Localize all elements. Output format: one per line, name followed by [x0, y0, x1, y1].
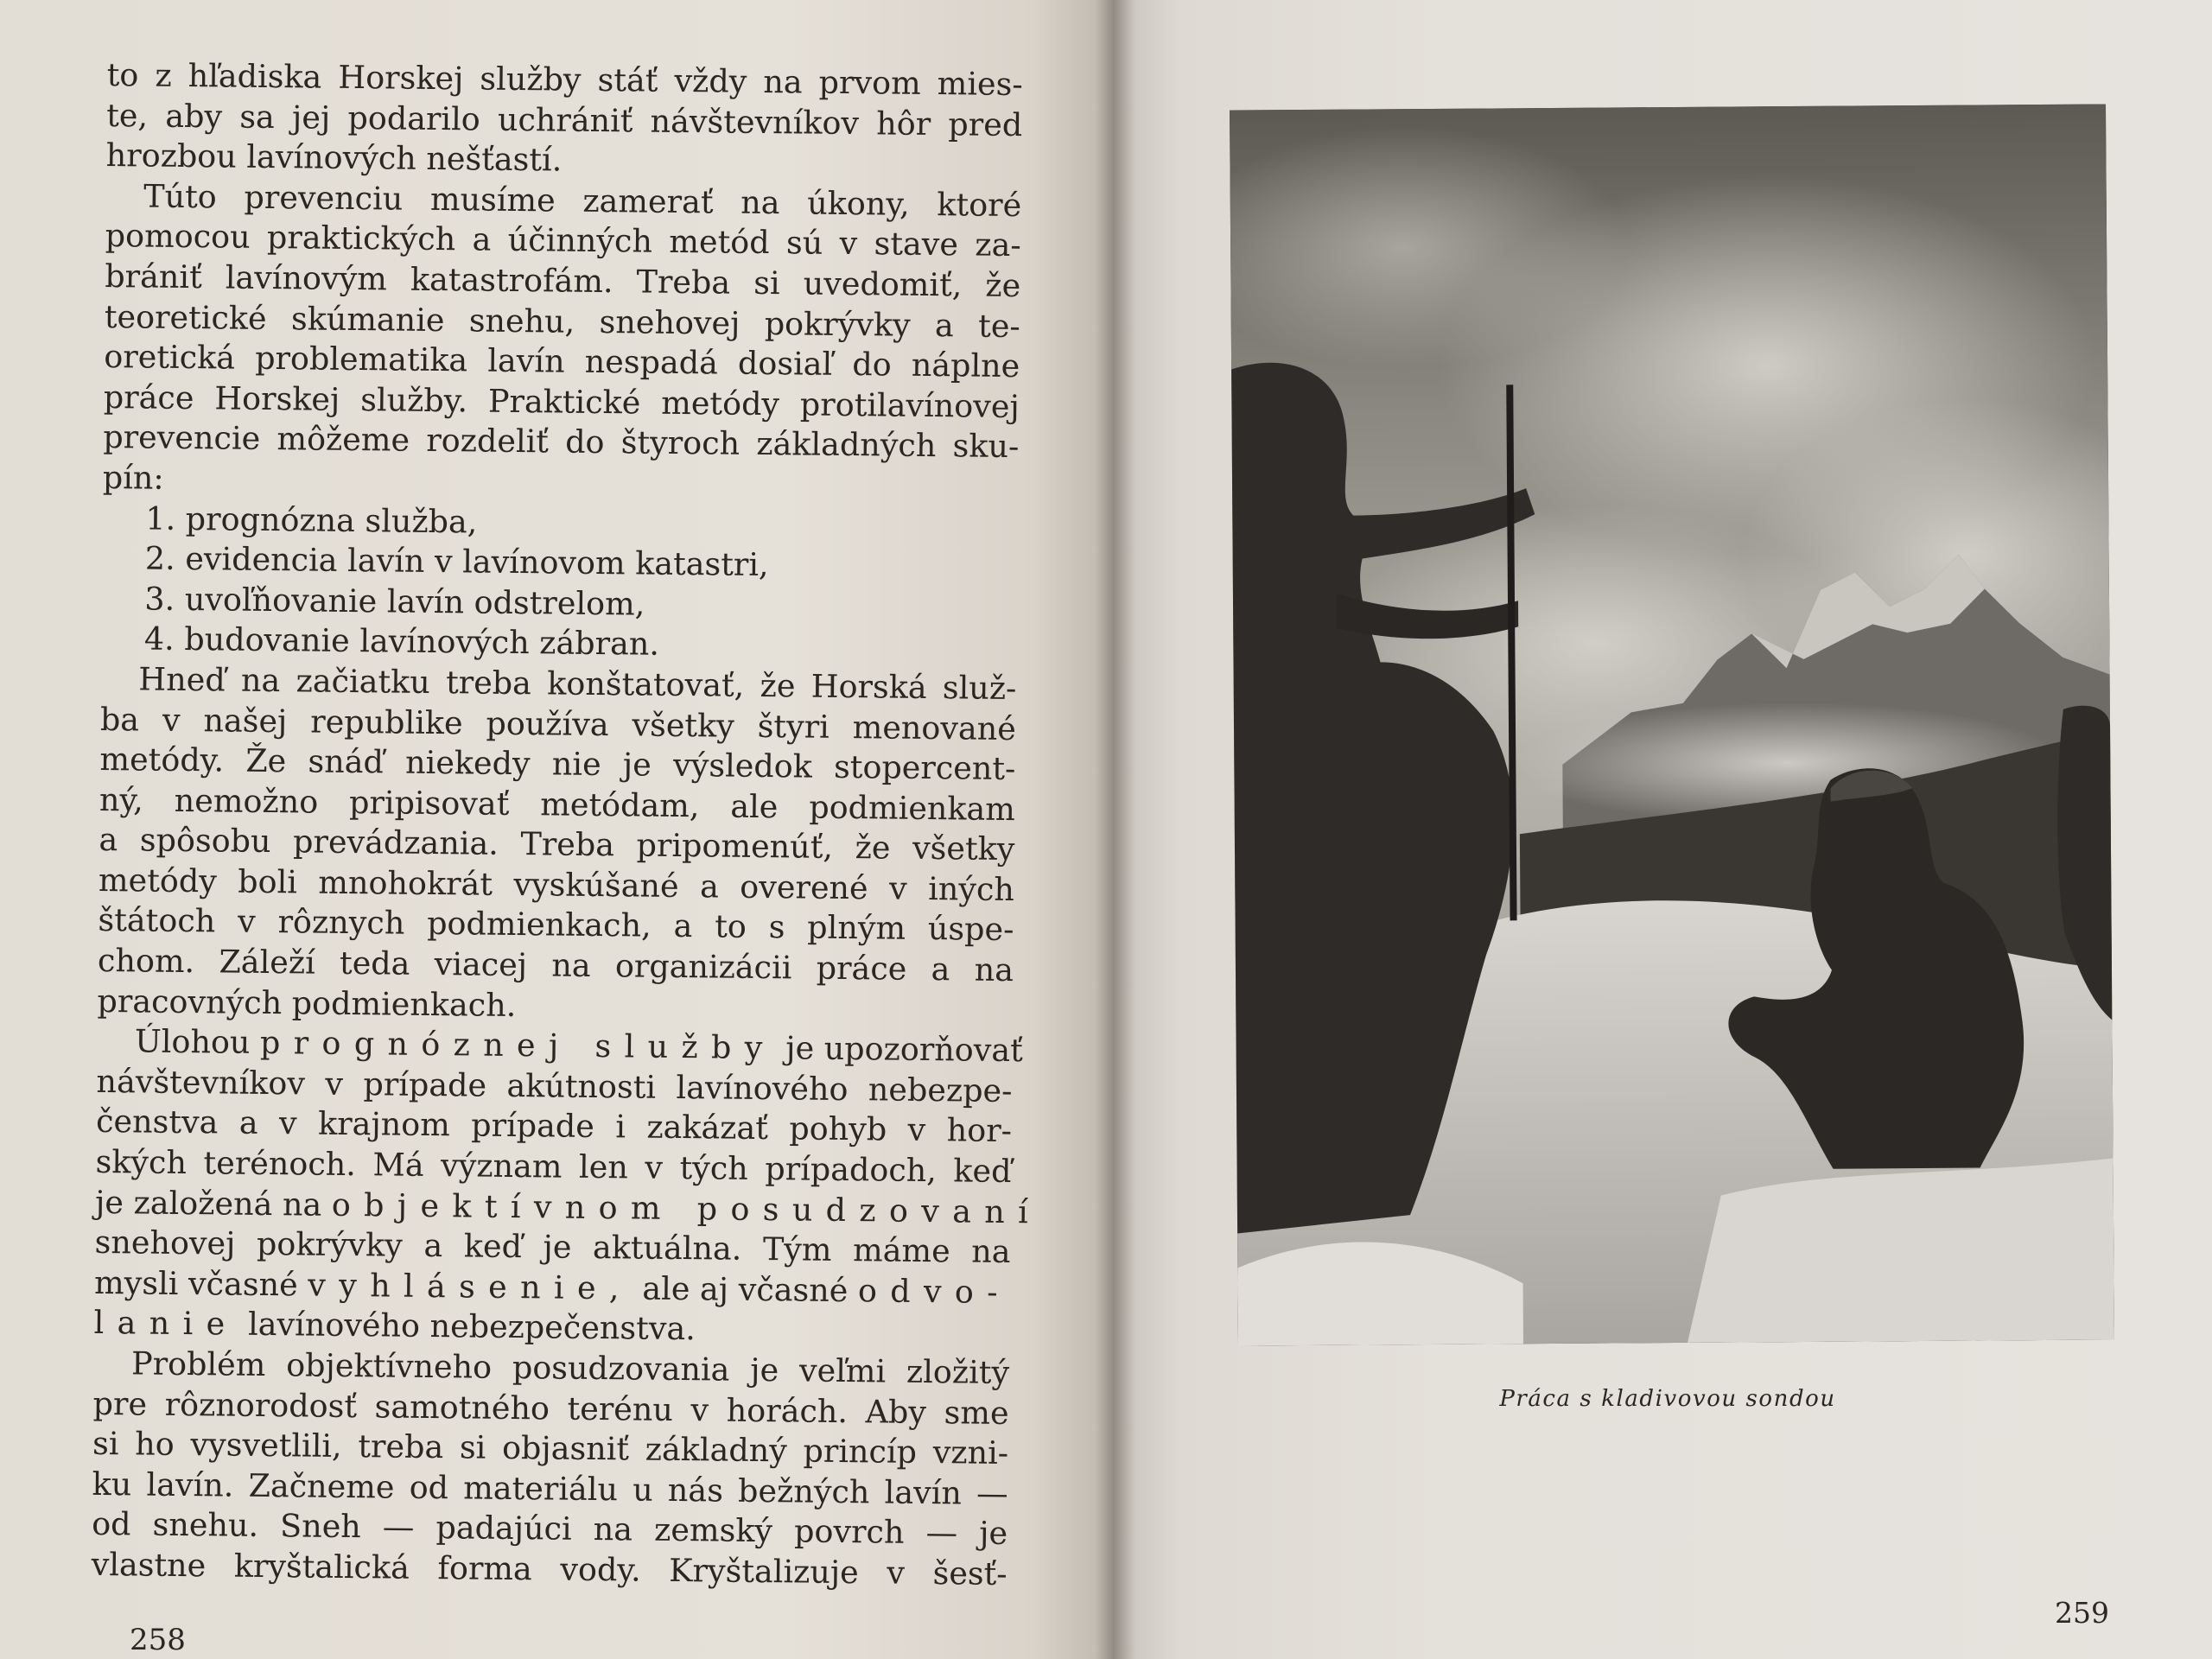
text-fragment: Úlohou [134, 1022, 251, 1062]
text-line: Problém objektívneho posudzovania je veľmi zložitý [130, 1344, 1010, 1392]
mountain-photo [1230, 104, 2114, 1345]
text-line: návštevníkov v prípade akútnosti lavínového nebezpe- [96, 1062, 1013, 1109]
spaced-term: vyhlásenie, [308, 1266, 633, 1307]
text-line: Túto prevenciu musíme zamerať na úkony, ktoré [143, 177, 1022, 224]
text-fragment: je založená na [94, 1183, 322, 1224]
text-fragment: ale aj včasné [642, 1269, 849, 1309]
text-fragment: lavínového nebezpečenstva. [247, 1306, 696, 1348]
page-number-right: 259 [2055, 1596, 2109, 1630]
left-page-text [91, 55, 1042, 1595]
page-number-left: 258 [130, 1623, 186, 1657]
text-line: a spôsobu prevádzania. Treba pripomenúť, že všetky [99, 821, 1015, 868]
text-line: pre rôznorodosť samotného terénu v horách. Aby sme [92, 1384, 1009, 1432]
photo-caption: Práca s kladivovou sondou [1499, 1386, 1836, 1412]
text-line: prevencie môžeme rozdeliť do štyroch základných sku- [103, 418, 1020, 466]
text-line: to z hľadiska Horskej služby stáť vždy na prvom mies- [106, 55, 1023, 104]
spaced-term: odvo- [857, 1271, 1012, 1311]
text-fragment: je upozorňovať [785, 1029, 1024, 1070]
photo-illustration [1230, 104, 2114, 1345]
text-fragment: mysli včasné [93, 1263, 298, 1304]
text-line: vlastne kryštalická forma vody. Kryštalizuje v šesť- [91, 1545, 1007, 1592]
spaced-term: objektívnom posudzovaní [331, 1185, 1042, 1231]
text-line: teoretické skúmanie snehu, snehovej pokrývky a te- [104, 297, 1021, 345]
text-line: oretická problematika lavín nespadá dosiaľ do náplne [104, 338, 1020, 385]
text-line: Hneď na začiatku treba konštatovať, že Horská služ- [138, 660, 1017, 707]
text-line: pín: [102, 458, 164, 497]
list-item: 4. budovanie lavínových zábran. [143, 620, 660, 664]
text-line: práce Horskej služby. Praktické metódy protilavínovej [103, 378, 1020, 425]
text-line: te, aby sa jej podarilo uchrániť návštevníkov hôr pred [106, 96, 1023, 143]
text-line: metódy. Že snáď niekedy nie je výsledok stopercent- [99, 741, 1016, 788]
text-line: ba v našej republike používa všetky štyri menované [99, 700, 1017, 747]
text-line: štátoch v rôznych podmienkach, a to s plným úspe- [98, 901, 1014, 949]
text-line: si ho vysvetlili, treba si objasniť základný princíp vzni- [92, 1425, 1009, 1472]
list-item: 1. prognózna služba, [145, 499, 478, 541]
text-line: metódy boli mnohokrát vyskúšané a overené v iných [98, 861, 1015, 908]
text-line: pomocou praktických a účinných metód sú v stave za- [105, 217, 1021, 264]
text-line: ku lavín. Začneme od materiálu u nás bežných lavín — [92, 1465, 1008, 1512]
spaced-term: lanie [93, 1304, 238, 1344]
text-line: chom. Záleží teda viacej na organizácii práce a na [97, 942, 1014, 989]
text-line: snehovej pokrývky a keď je aktuálna. Tým máme na [94, 1224, 1011, 1271]
list-item: 3. uvoľňovanie lavín odstrelom, [144, 580, 645, 623]
spaced-term: prognóznej služby [259, 1024, 776, 1067]
text-line: od snehu. Sneh — padajúci na zemský povrch — je [91, 1505, 1008, 1553]
book-spine-shadow [1096, 0, 1135, 1659]
text-line: pracovných podmienkach. [97, 982, 517, 1024]
text-line: ských terénoch. Má význam len v tých prípadoch, keď [95, 1142, 1012, 1191]
text-line: hrozbou lavínových nešťastí. [105, 137, 563, 179]
list-item: 2. evidencia lavín v lavínovom katastri, [144, 539, 769, 584]
text-line: brániť lavínovým katastrofám. Treba si uvedomiť, že [105, 257, 1021, 305]
text-line: čenstva a v krajnom prípade i zakázať pohyb v hor- [95, 1103, 1013, 1150]
text-line: ný, nemožno pripisovať metódam, ale podmienkam [99, 780, 1016, 828]
